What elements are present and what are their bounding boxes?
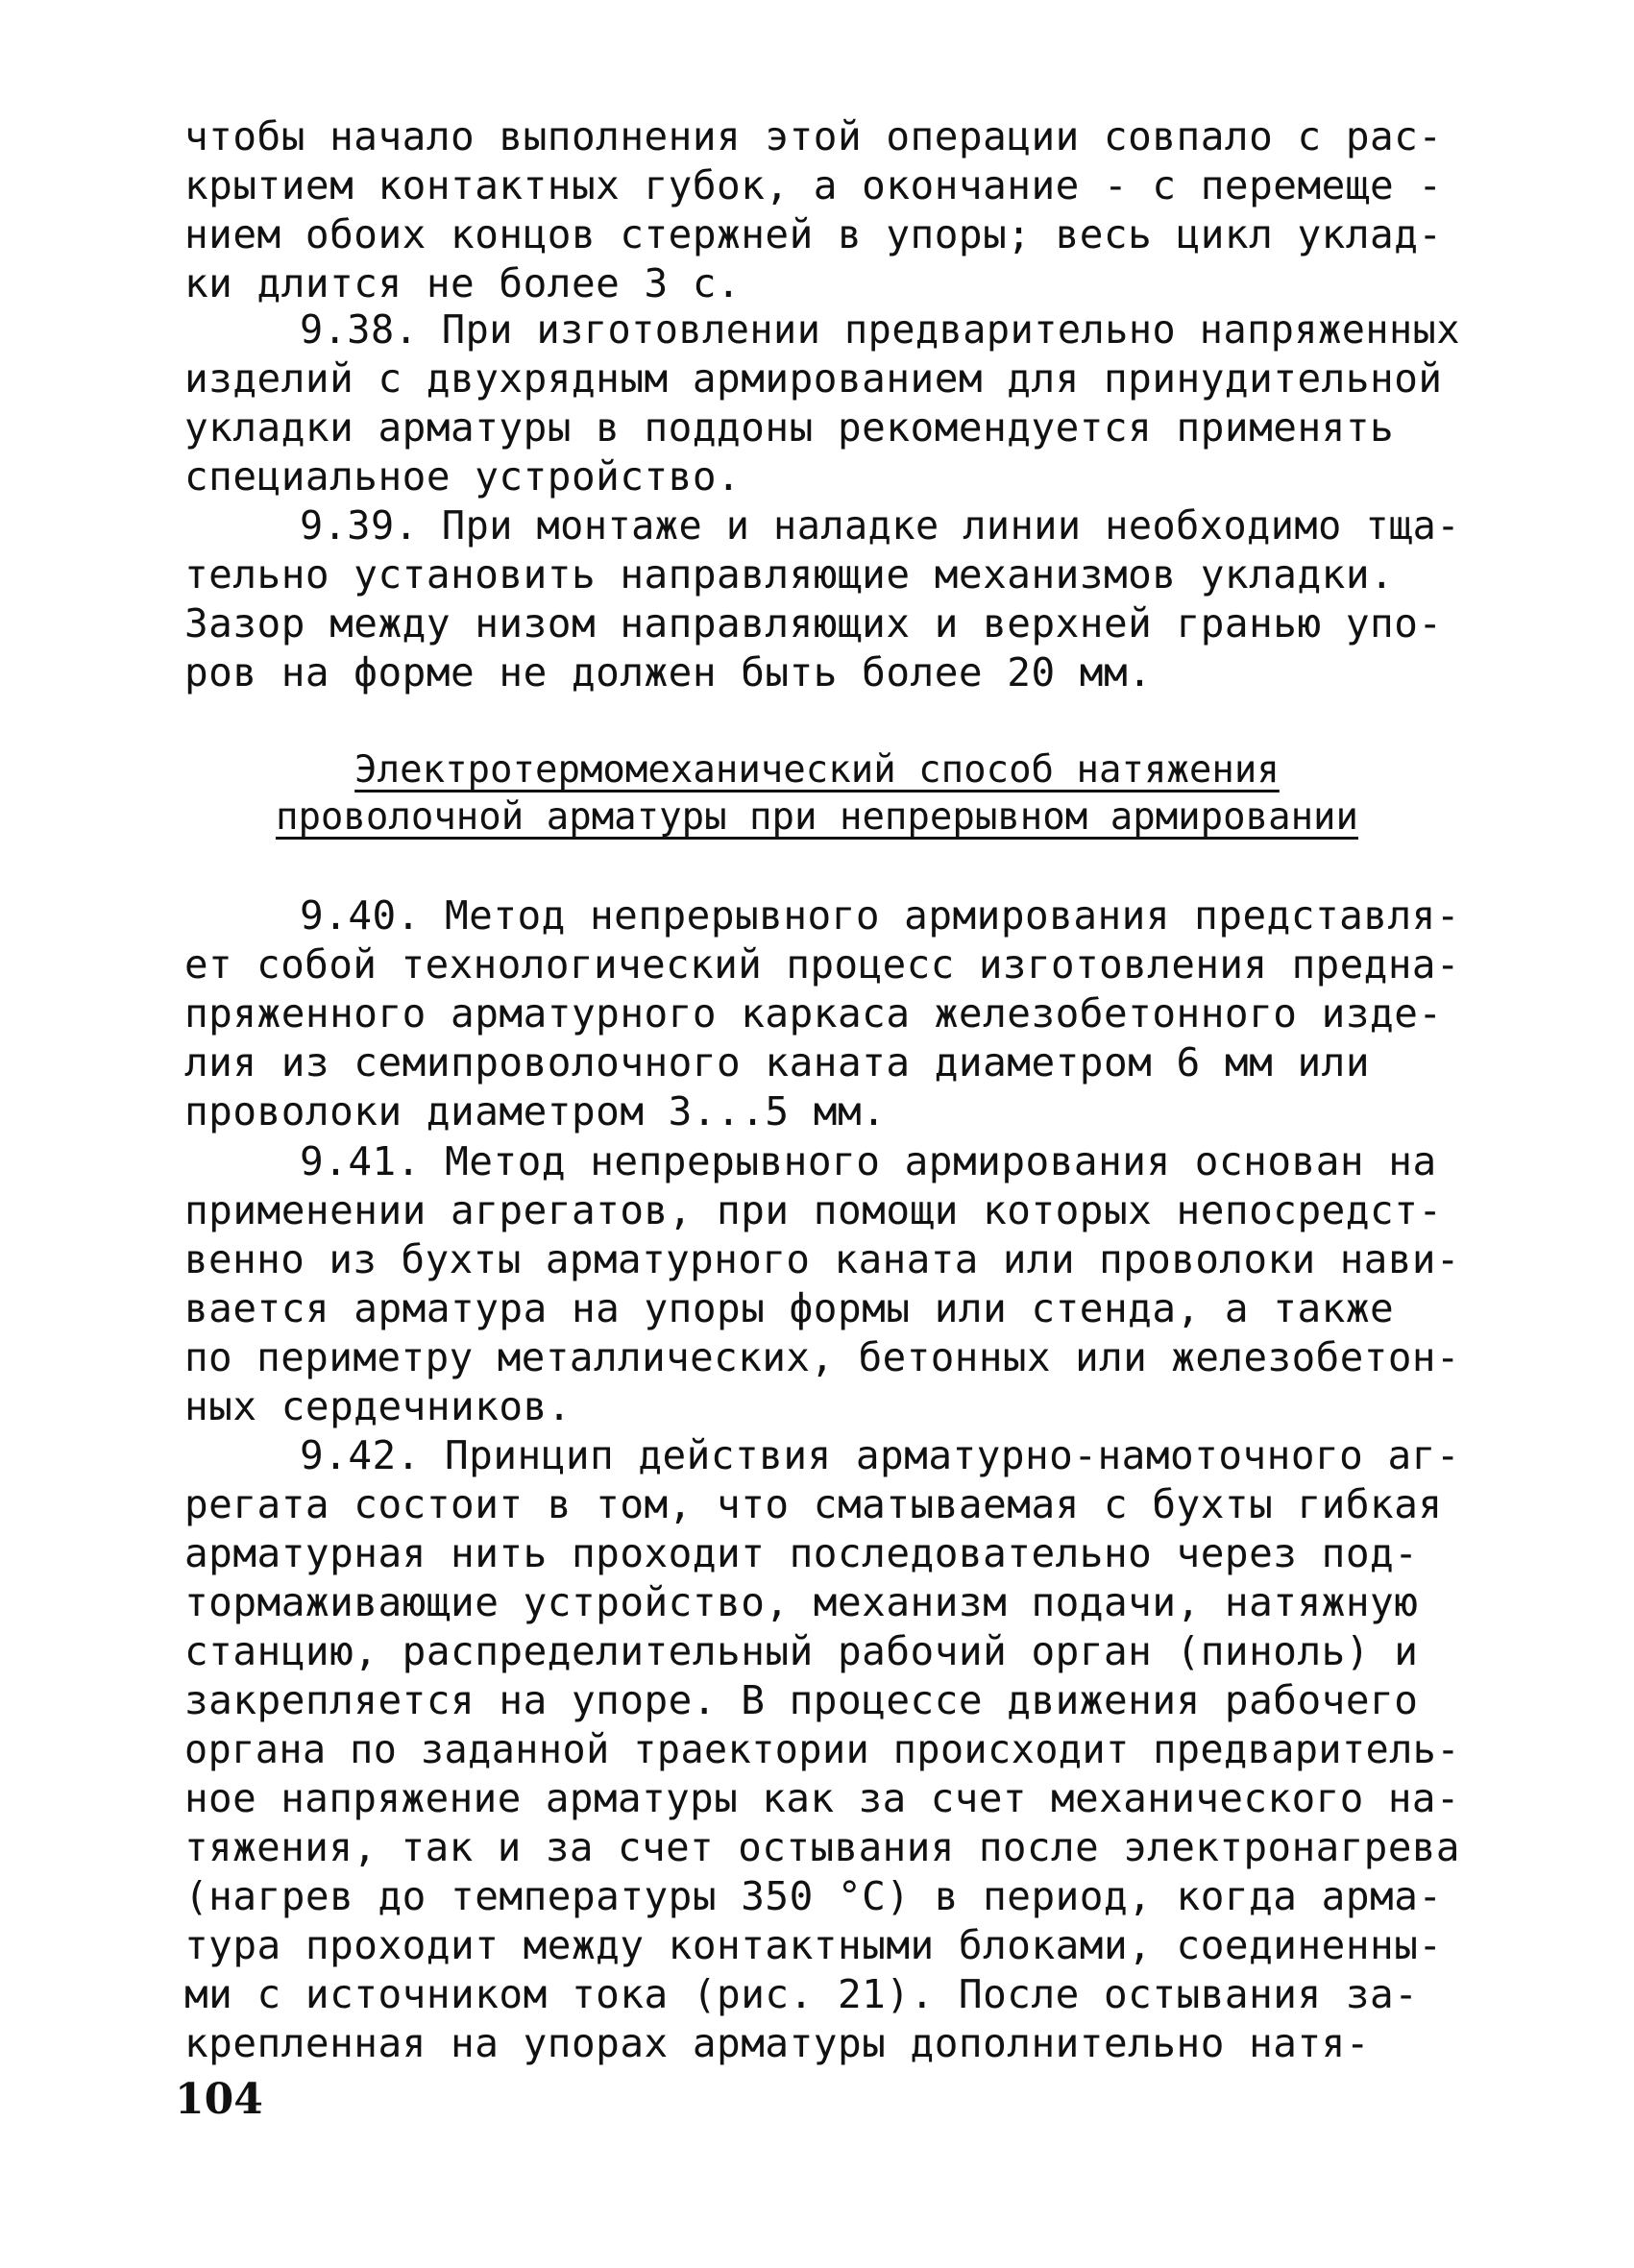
text-line: нием обоих концов стержней в упоры; весь цикл уклад- <box>184 211 1443 257</box>
text-line: венно из бухты арматурного каната или проволоки нави- <box>184 1236 1460 1282</box>
text-line: тормаживающие устройство, механизм подачи, натяжную <box>184 1579 1419 1625</box>
text-line: тельно установить направляющие механизмов укладки. <box>184 551 1395 597</box>
text-line: специальное устройство. <box>184 453 742 500</box>
text-line: тура проходит между контактными блоками, соединенны- <box>184 1922 1443 1968</box>
text-line: применении агрегатов, при помощи которых непосредст- <box>184 1187 1443 1233</box>
text-line: тяжения, так и за счет остывания после электронагрева <box>184 1824 1460 1870</box>
text-line: по периметру металлических, бетонных или железобетон- <box>184 1334 1460 1380</box>
text-line: органа по заданной траектории происходит предваритель- <box>184 1726 1460 1772</box>
text-line: чтобы начало выполнения этой операции совпало с рас- <box>184 113 1443 159</box>
text-line: пряженного арматурного каркаса железобетонного изде- <box>184 990 1443 1036</box>
text-line: 9.42. Принцип действия арматурно-намоточного аг- <box>300 1432 1460 1478</box>
text-line: арматурная нить проходит последовательно через под- <box>184 1530 1419 1576</box>
section-heading-line-2: проволочной арматуры при непрерывном армировании <box>275 795 1359 839</box>
text-line: крытием контактных губок, а окончание - с перемеще - <box>184 162 1443 208</box>
page-number: 104 <box>175 2075 263 2124</box>
section-heading-line-1: Электротермомеханический способ натяжения <box>354 748 1280 792</box>
text-line: лия из семипроволочного каната диаметром 6 мм или <box>184 1039 1371 1085</box>
text-line: укладки арматуры в поддоны рекомендуется применять <box>184 404 1395 451</box>
text-line: вается арматура на упоры формы или стенда, а также <box>184 1285 1395 1331</box>
text-line: изделий с двухрядным армированием для принудительной <box>184 355 1443 402</box>
text-line: 9.40. Метод непрерывного армирования представля- <box>300 892 1460 939</box>
text-line: 9.38. При изготовлении предварительно напряженных <box>300 306 1460 353</box>
text-line: ров на форме не должен быть более 20 мм. <box>184 649 1153 695</box>
text-line: ных сердечников. <box>184 1383 572 1429</box>
text-line: ное напряжение арматуры как за счет механического на- <box>184 1775 1460 1821</box>
text-line: ет собой технологический процесс изготовления предна- <box>184 941 1460 988</box>
text-line: ми с источником тока (рис. 21). После остывания за- <box>184 1971 1419 2017</box>
text-line: регата состоит в том, что сматываемая с бухты гибкая <box>184 1481 1443 1527</box>
text-line: проволоки диаметром 3...5 мм. <box>184 1088 887 1134</box>
text-line: ки длится не более 3 с. <box>184 260 742 306</box>
text-line: (нагрев до температуры 350 °С) в период, когда арма- <box>184 1873 1443 1919</box>
text-line: Зазор между низом направляющих и верхней гранью упо- <box>184 600 1443 646</box>
text-line: крепленная на упорах арматуры дополнительно натя- <box>184 2020 1371 2066</box>
text-line: 9.41. Метод непрерывного армирования основан на <box>300 1138 1437 1184</box>
text-line: 9.39. При монтаже и наладке линии необходимо тща- <box>300 502 1460 549</box>
text-line: станцию, распределительный рабочий орган (пиноль) и <box>184 1628 1419 1674</box>
text-line: закрепляется на упоре. В процессе движения рабочего <box>184 1677 1419 1723</box>
